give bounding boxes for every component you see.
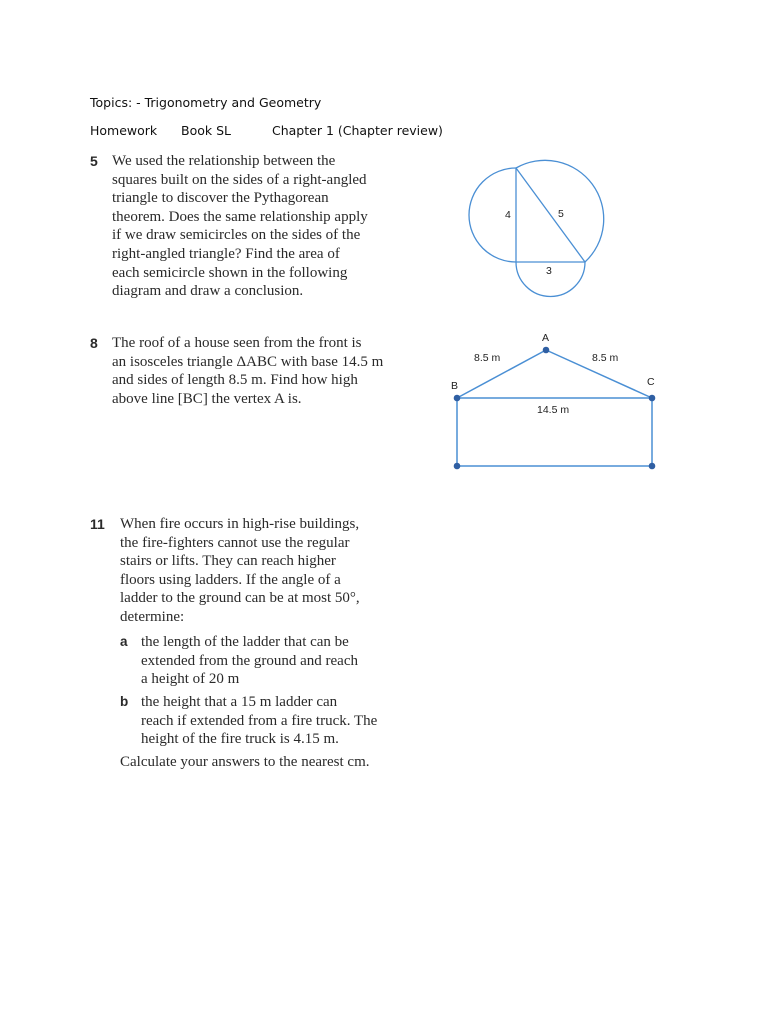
q11-part-b-line: reach if extended from a fire truck. The: [141, 712, 378, 729]
q8-text: [112, 334, 383, 408]
q5-line: diagram and draw a conclusion.: [112, 283, 304, 300]
vertex-b-point: [454, 395, 461, 402]
q11-part-a-label: a: [120, 634, 128, 649]
q11-line: stairs or lifts. They can reach higher: [120, 553, 336, 570]
side-ac-label: 8.5 m: [592, 352, 619, 364]
q11-closing: Calculate your answers to the nearest cm.: [120, 754, 370, 770]
q5-line: triangle to discover the Pythagorean: [112, 190, 329, 207]
q11-line: ladder to the ground can be at most 50°,: [120, 590, 360, 607]
semicircle-hypotenuse: [516, 160, 604, 262]
q5-line: if we draw semicircles on the sides of the: [112, 227, 361, 244]
semicircle-leg-3: [516, 262, 585, 297]
q5-line: right-angled triangle? Find the area of: [112, 245, 340, 262]
q5-line: each semicircle shown in the following: [112, 264, 348, 281]
label-3: 3: [546, 265, 552, 277]
vertex-c-point: [649, 395, 656, 402]
q11-part-a-line: the length of the ladder that can be: [141, 634, 349, 650]
q5-text: [112, 152, 368, 301]
house-wall: [457, 398, 652, 466]
label-5: 5: [558, 208, 564, 220]
chapter-label: Chapter 1 (Chapter review): [272, 123, 443, 138]
q11-line: determine:: [120, 608, 185, 625]
q8-line: above line [BC] the vertex A is.: [112, 390, 302, 407]
vertex-c-label: C: [647, 376, 655, 388]
base-label: 14.5 m: [537, 404, 570, 416]
q11-part-b-label: b: [120, 694, 129, 709]
q8-number: 8: [90, 335, 98, 351]
triangle-hypotenuse: [516, 168, 585, 262]
q11-part-a-line: a height of 20 m: [141, 671, 240, 688]
book-label: Book SL: [181, 123, 231, 138]
q5-line: We used the relationship between the: [112, 153, 336, 169]
q11-line: When fire occurs in high-rise buildings,: [120, 516, 360, 532]
q11-part-a-line: extended from the ground and reach: [141, 652, 358, 669]
q5-line: squares built on the sides of a right-angled: [112, 171, 367, 188]
homework-label: Homework: [90, 123, 158, 138]
semicircle-leg-4: [469, 168, 516, 262]
corner-bottom-left: [454, 463, 461, 470]
q11-intro: [120, 515, 360, 627]
q11-part-a-text: [141, 633, 358, 689]
q11-number: 11: [90, 516, 105, 532]
q5-number: 5: [90, 153, 98, 169]
q11-line: the fire-fighters cannot use the regular: [120, 534, 350, 551]
q11-part-b-line: height of the fire truck is 4.15 m.: [141, 731, 339, 748]
q8-line: The roof of a house seen from the front is: [112, 335, 362, 351]
topics-heading: Topics: - Trigonometry and Geometry: [90, 95, 322, 110]
label-4: 4: [505, 209, 511, 221]
vertex-b-label: B: [451, 380, 459, 392]
q11-part-b-text: [141, 693, 377, 749]
q8-line: an isosceles triangle ΔABC with base 14.5 m: [112, 353, 384, 370]
corner-bottom-right: [649, 463, 656, 470]
q5-line: theorem. Does the same relationship apply: [112, 208, 368, 225]
side-ab-label: 8.5 m: [474, 352, 501, 364]
q11-line: floors using ladders. If the angle of a: [120, 571, 341, 588]
vertex-a-label: A: [542, 332, 550, 344]
vertex-a-point: [543, 347, 550, 354]
q8-line: and sides of length 8.5 m. Find how high: [112, 372, 358, 389]
q11-part-b-line: the height that a 15 m ladder can: [141, 694, 338, 710]
roof-side-ac: [546, 350, 652, 398]
roof-side-ab: [457, 350, 546, 398]
